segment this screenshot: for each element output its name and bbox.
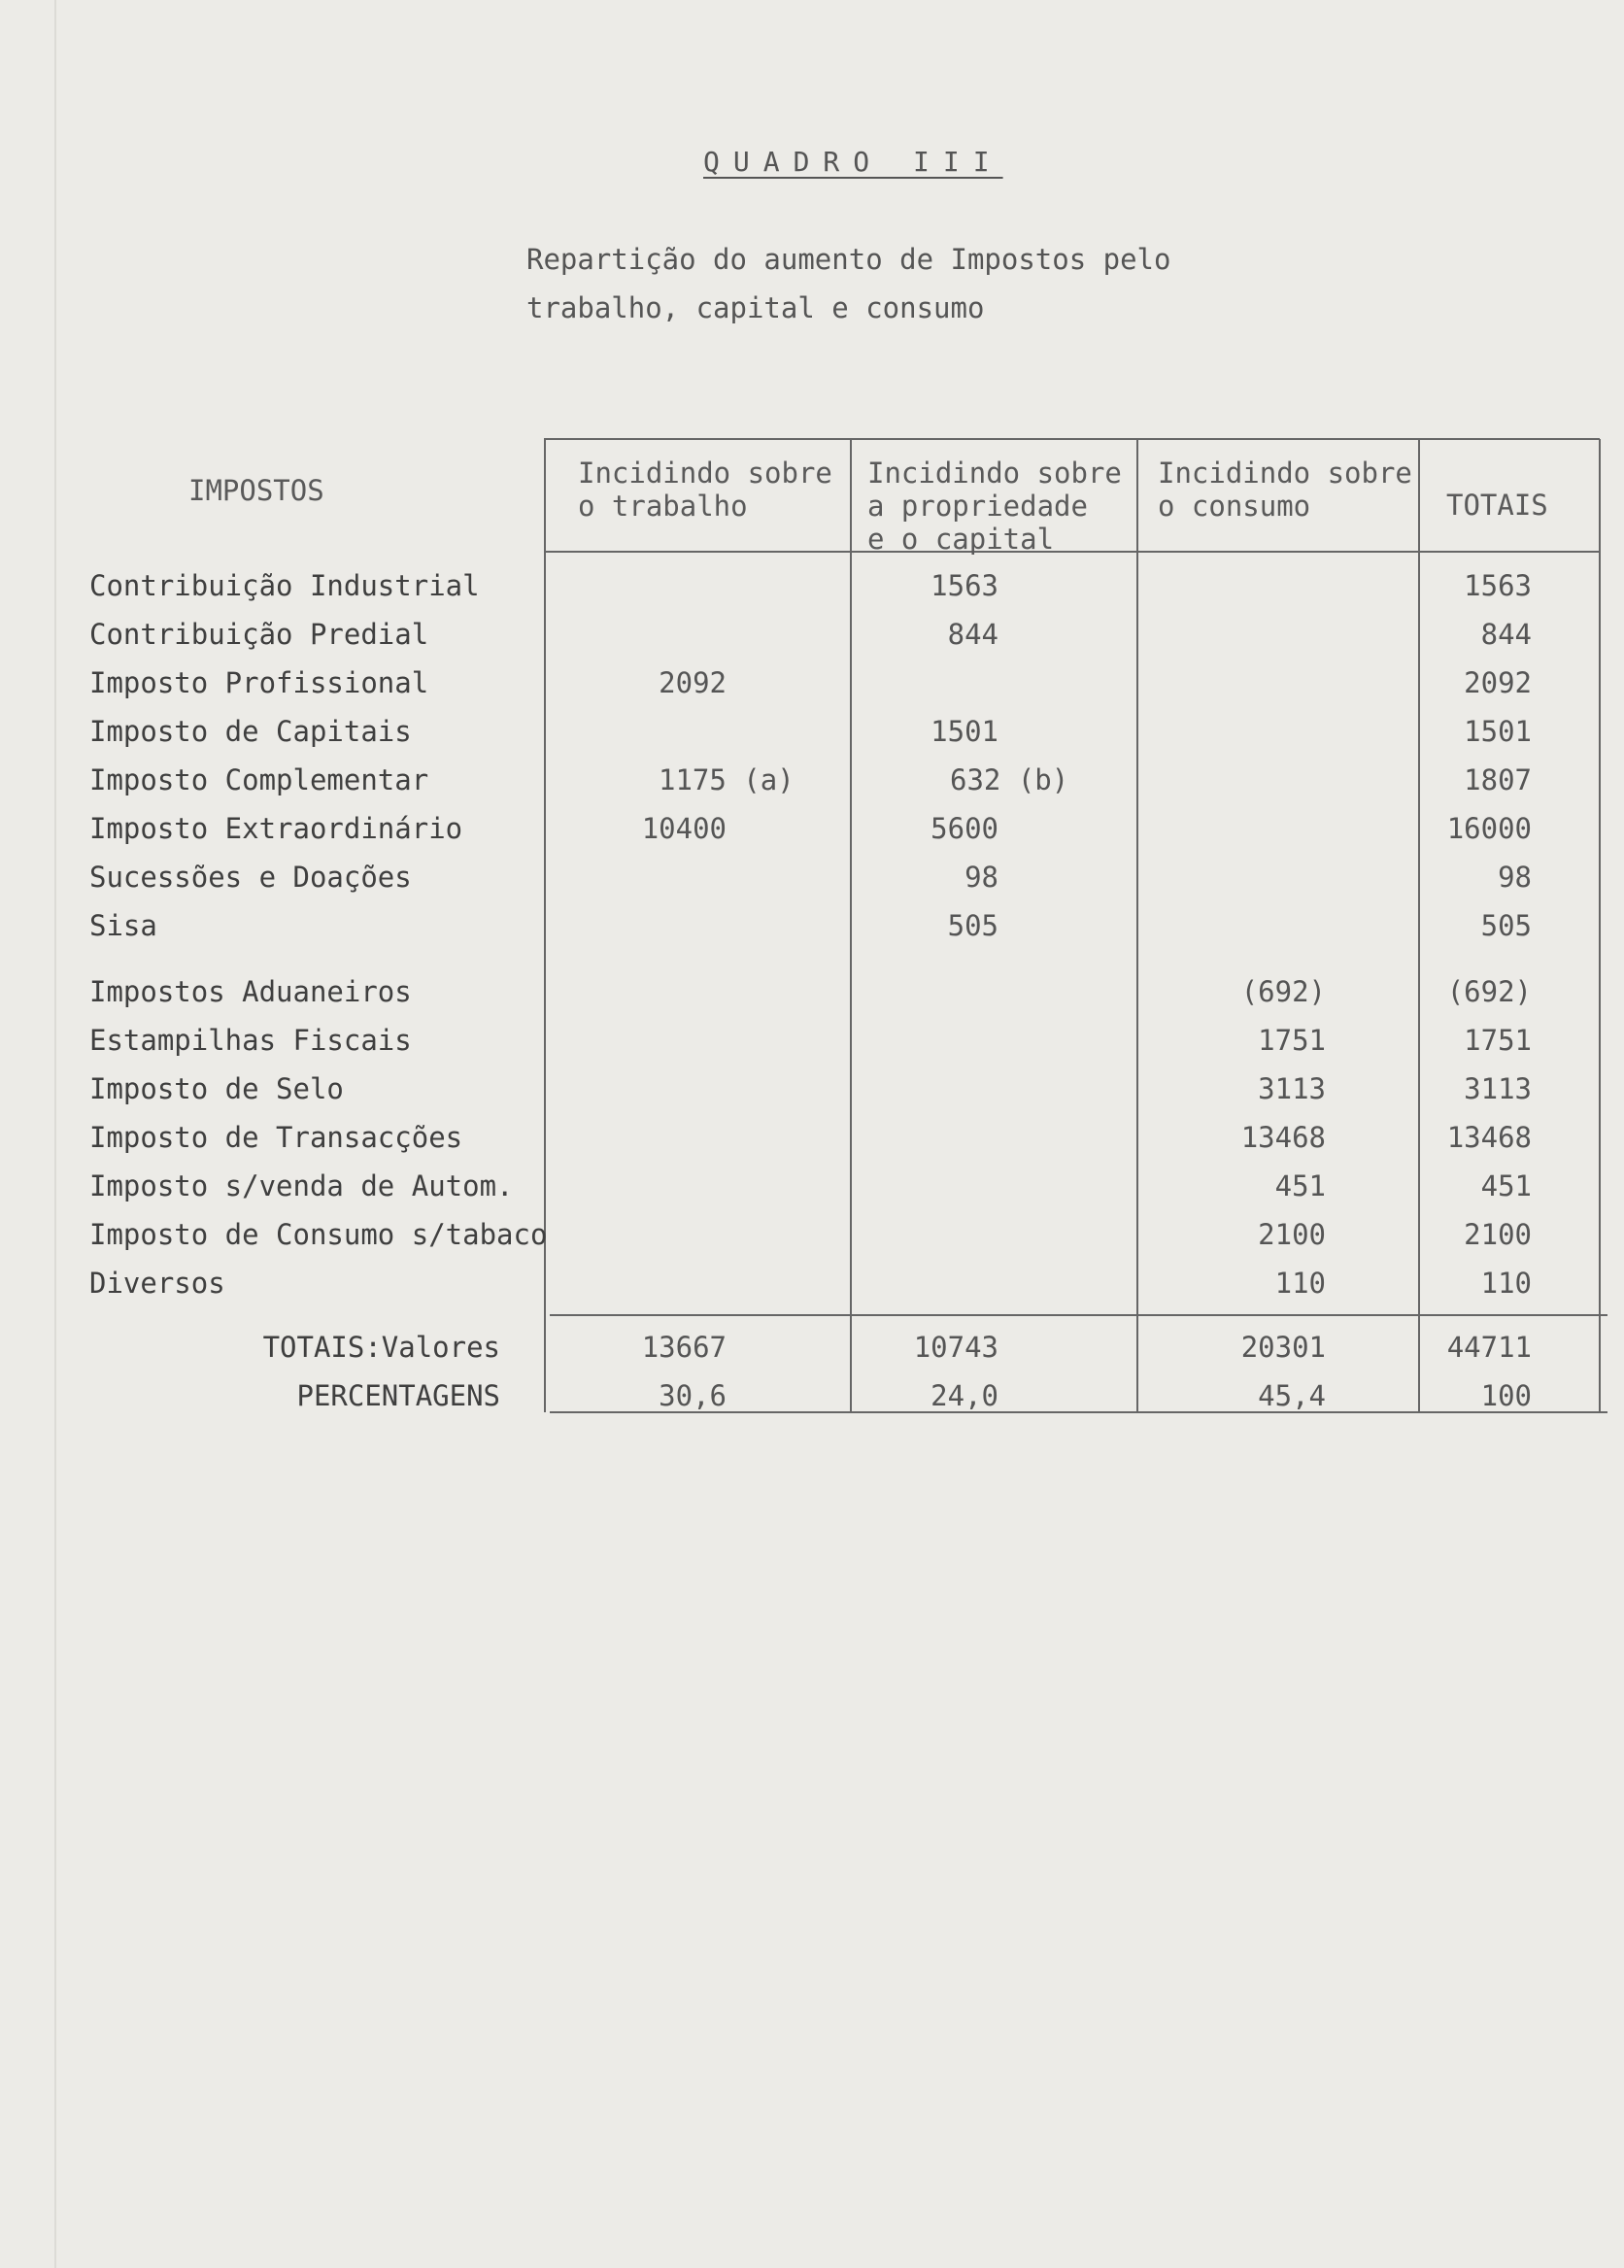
row-label: Imposto de Transacções <box>89 1121 463 1154</box>
total-row-total: 44711 <box>1446 1331 1532 1364</box>
total-row-capital: 10743 <box>913 1331 998 1364</box>
row-label: Sucessões e Doações <box>89 861 412 894</box>
table-row-total: 98 <box>1498 861 1532 894</box>
row-label: Diversos <box>89 1267 225 1300</box>
table-row-trabalho: 2092 <box>659 666 727 699</box>
table-row-capital: 844 <box>947 618 998 651</box>
total-row-total: 100 <box>1480 1379 1532 1412</box>
column-header-consumo: Incidindo sobre o consumo <box>1158 457 1412 523</box>
totals-top-border <box>550 1314 1607 1316</box>
row-label: Contribuição Predial <box>89 618 429 651</box>
table-row-trabalho: 1175 (a) <box>659 763 795 796</box>
row-label: Imposto de Consumo s/tabaco <box>89 1218 548 1251</box>
column-divider-5 <box>1599 439 1601 1412</box>
column-divider-3 <box>1136 439 1138 1412</box>
table-row-total: 3113 <box>1464 1072 1532 1105</box>
table-row-capital: 1563 <box>930 569 998 602</box>
table-row-total: 1501 <box>1464 715 1532 748</box>
table-row-capital: 1501 <box>930 715 998 748</box>
table-row-total: 505 <box>1480 909 1532 942</box>
row-label: Imposto de Capitais <box>89 715 412 748</box>
total-row-consumo: 45,4 <box>1258 1379 1326 1412</box>
row-header: IMPOSTOS <box>188 474 324 507</box>
row-label: Imposto Extraordinário <box>89 812 463 845</box>
page-title: QUADRO III <box>703 146 1003 178</box>
table-row-total: 2092 <box>1464 666 1532 699</box>
page-edge <box>54 0 56 2268</box>
table-row-capital: 98 <box>964 861 998 894</box>
table-row-total: 1563 <box>1464 569 1532 602</box>
total-row-consumo: 20301 <box>1240 1331 1326 1364</box>
row-label: Estampilhas Fiscais <box>89 1024 412 1057</box>
total-row-trabalho: 30,6 <box>659 1379 727 1412</box>
row-label: Contribuição Industrial <box>89 569 480 602</box>
column-header-capital: Incidindo sobre a propriedade e o capital <box>867 457 1122 556</box>
subtitle-line-1: Repartição do aumento de Impostos pelo <box>526 243 1171 276</box>
table-row-consumo: 3113 <box>1258 1072 1326 1105</box>
table-row-total: (692) <box>1446 975 1532 1008</box>
table-row-consumo: (692) <box>1240 975 1326 1008</box>
column-header-trabalho: Incidindo sobre o trabalho <box>578 457 832 523</box>
table-row-total: 2100 <box>1464 1218 1532 1251</box>
row-label: Imposto Complementar <box>89 763 429 796</box>
row-label: Impostos Aduaneiros <box>89 975 412 1008</box>
table-row-total: 13468 <box>1446 1121 1532 1154</box>
column-divider-2 <box>850 439 852 1412</box>
subtitle-line-2: trabalho, capital e consumo <box>526 291 985 324</box>
table-row-total: 16000 <box>1446 812 1532 845</box>
column-divider-1 <box>544 439 546 1412</box>
row-label: Imposto de Selo <box>89 1072 344 1105</box>
table-row-total: 1751 <box>1464 1024 1532 1057</box>
column-header-totais: TOTAIS <box>1446 489 1548 522</box>
table-row-consumo: 1751 <box>1258 1024 1326 1057</box>
table-row-capital: 5600 <box>930 812 998 845</box>
row-label: Imposto s/venda de Autom. <box>89 1169 514 1202</box>
table-row-consumo: 451 <box>1274 1169 1326 1202</box>
column-divider-4 <box>1418 439 1420 1412</box>
table-row-consumo: 110 <box>1274 1267 1326 1300</box>
totals-label: PERCENTAGENS <box>296 1379 500 1412</box>
row-label: Sisa <box>89 909 157 942</box>
table-row-total: 844 <box>1480 618 1532 651</box>
table-row-consumo: 2100 <box>1258 1218 1326 1251</box>
table-row-trabalho: 10400 <box>641 812 727 845</box>
table-top-border <box>544 438 1600 440</box>
row-label: Imposto Profissional <box>89 666 429 699</box>
table-row-total: 451 <box>1480 1169 1532 1202</box>
table-row-total: 1807 <box>1464 763 1532 796</box>
table-row-capital: 505 <box>947 909 998 942</box>
totals-label: TOTAIS:Valores <box>262 1331 500 1364</box>
total-row-capital: 24,0 <box>930 1379 998 1412</box>
table-row-consumo: 13468 <box>1240 1121 1326 1154</box>
table-row-total: 110 <box>1480 1267 1532 1300</box>
total-row-trabalho: 13667 <box>641 1331 727 1364</box>
table-row-capital: 632 (b) <box>950 763 1069 796</box>
